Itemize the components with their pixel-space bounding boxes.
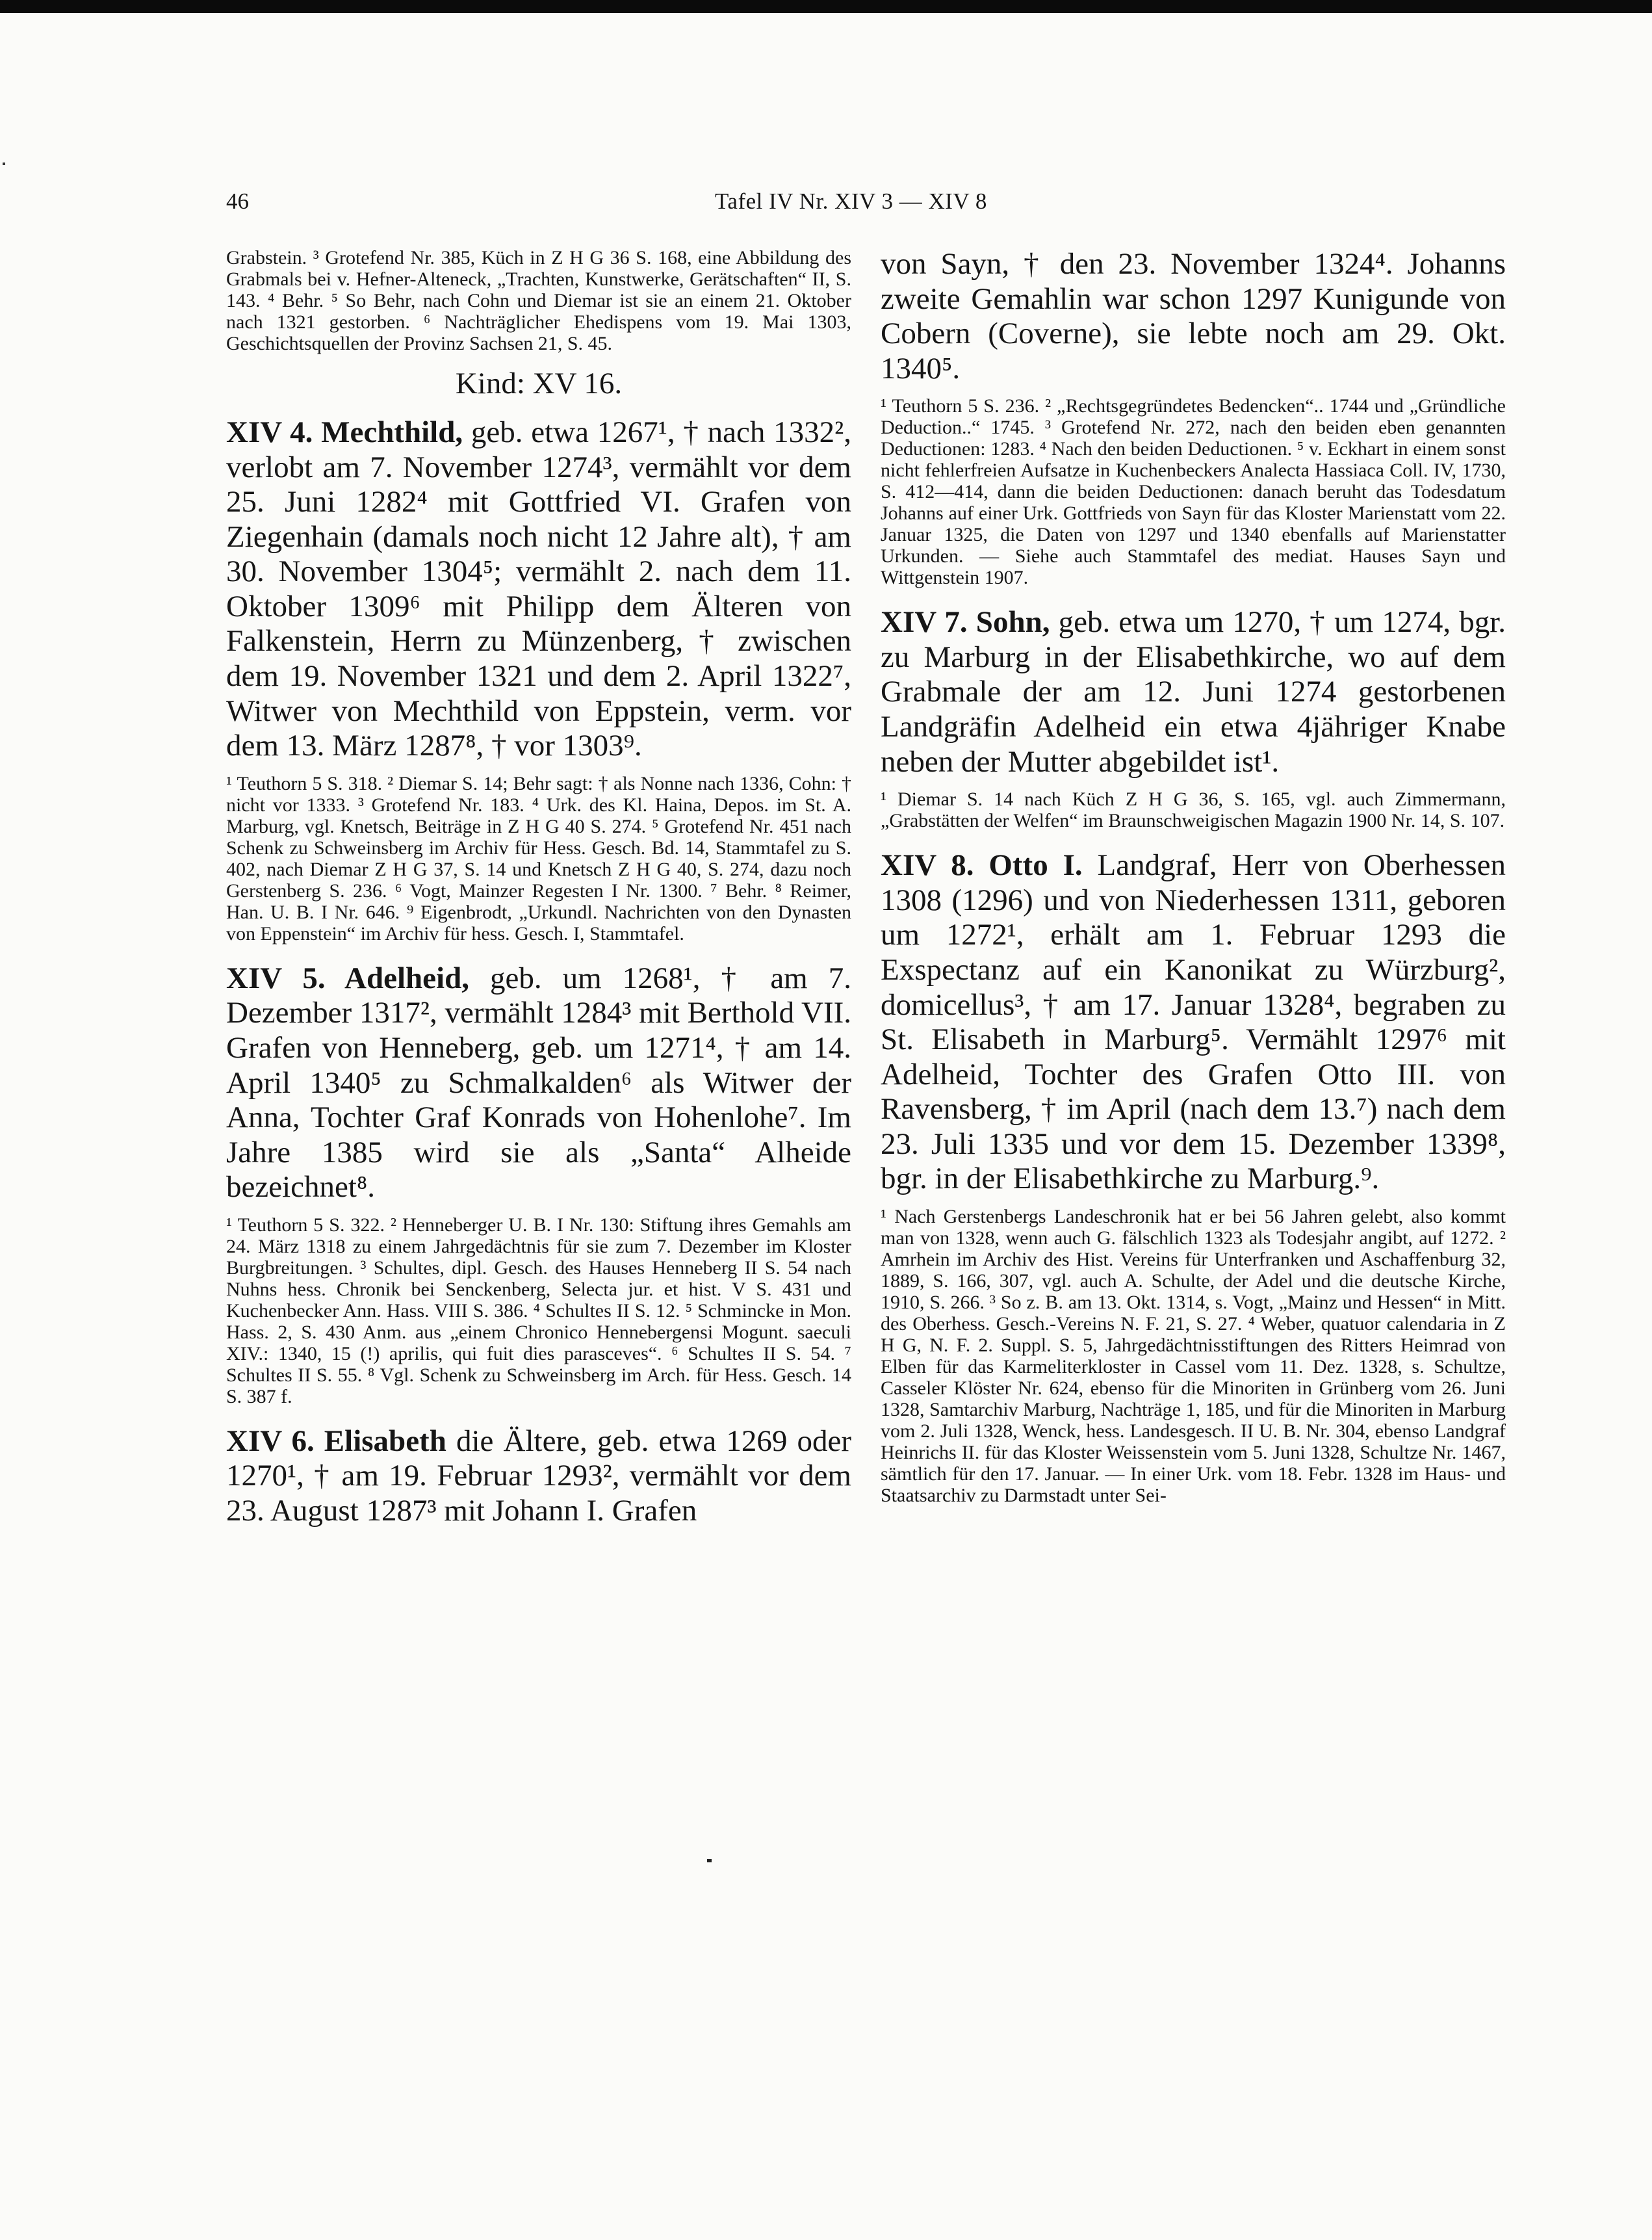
entry-xiv4-heading: XIV 4. Mechthild, [226,415,463,449]
children-reference: Kind: XV 16. [455,367,623,400]
footnotes-xiv5: ¹ Teuthorn 5 S. 322. ² Henneberger U. B. I Nr. 130: Stiftung ihres Gemahls am 24. März 1318 zu einem Jahrgedächtnis für sie zum 7. Dezember im Kloster Burgbreitungen. ³ Schultes, dipl. Gesch. des Hauses Henneberg II S. 54 nach Nuhns hess. Chronik bei Senckenberg, Selecta jur. et hist. V S. 431 und Kuchenbecker Ann. Hass. VIII S. 386. ⁴ Schultes II S. 12. ⁵ Schmincke in Mon. Hass. 2, S. 430 Anm. aus „einem Chronico Hennebergensi Mogunt. saeculi XIV.: 1340, 15 (!) aprilis, qui fuit dies parasceves“. ⁶ Schultes II S. 54. ⁷ Schultes II S. 55. ⁸ Vgl. Schenk zu Schweinsberg im Arch. für Hess. Gesch. 14 S. 387 f. [226,1214,851,1407]
footnotes-xiv4: ¹ Teuthorn 5 S. 318. ² Diemar S. 14; Behr sagt: † als Nonne nach 1336, Cohn: † nicht vor 1333. ³ Grotefend Nr. 183. ⁴ Urk. des Kl. Haina, Depos. im St. A. Marburg, vgl. Knetsch, Beiträge in Z H G 40 S. 274. ⁵ Grotefend Nr. 451 nach Schenk zu Schweinsberg im Archiv für Hess. Gesch. Bd. 14, Stammtafel zu S. 402, nach Diemar Z H G 37, S. 14 und Knetsch Z H G 40, S. 274, dazu noch Gerstenberg S. 236. ⁶ Vogt, Mainzer Regesten I Nr. 1300. ⁷ Behr. ⁸ Reimer, Han. U. B. I Nr. 646. ⁹ Eigenbrodt, „Urkundl. Nachrichten von den Dynasten von Eppenstein“ im Archiv für hess. Gesch. I, Stammtafel. [226,772,851,944]
entry-xiv6 [226,1424,851,1529]
entry-xiv7-text: geb. etwa um 1270, † um 1274, bgr. zu Marburg in der Elisabethkirche, wo auf dem Grabmale der am 12. Juni 1274 gestorbenen Landgräfin Adelheid ein etwa 4jähriger Knabe neben der Mutter abgebildet ist¹. [881,605,1506,779]
entry-xiv5-heading: XIV 5. Adelheid, [226,961,469,995]
entry-xiv8 [881,848,1506,1197]
scan-speck [3,163,5,165]
footnotes-xiv6: ¹ Teuthorn 5 S. 236. ² „Rechtsgegründetes Bedencken“.. 1744 und „Gründliche Deduction..“ 1745. ³ Grotefend Nr. 272, nach den beiden eben genannten Deductionen: 1283. ⁴ Nach den beiden Deductionen. ⁵ v. Eckhart in einem sonst nicht fehlerfreien Aufsatze in Kuchenbeckers Analecta Hassiaca Coll. IV, 1730, S. 412—414, dann die beiden Deductionen: danach beruht das Todesdatum Johanns auf einer Urk. Gottfrieds von Sayn für das Kloster Marienstatt vom 22. Januar 1325, die Daten von 1297 und 1340 ebenfalls auf Marienstatter Urkunden. — Siehe auch Stammtafel des mediat. Hauses Sayn und Wittgenstein 1907. [881,395,1506,589]
footnotes-xiv3-continued: Grabstein. ³ Grotefend Nr. 385, Küch in Z H G 36 S. 168, eine Abbildung des Grabmals bei v. Hefner-Alteneck, „Trachten, Kunstwerke, Gerätschaften“ II, S. 143. ⁴ Behr. ⁵ So Behr, nach Cohn und Diemar ist sie an einem 21. Oktober nach 1321 gestorben. ⁶ Nachträglicher Ehedispens vom 19. Mai 1303, Geschichtsquellen der Provinz Sachsen 21, S. 45. [226,247,851,354]
entry-xiv8-text: Landgraf, Herr von Oberhessen 1308 (1296) und von Niederhessen 1311, geboren um 1272¹, erhält am 1. Februar 1293 die Exspectanz auf ein Kanonikat zu Würzburg², domicellus³, † am 17. Januar 1328⁴, begraben zu St. Elisabeth in Marburg⁵. Vermählt 1297⁶ mit Adelheid, Tochter des Grafen Otto III. von Ravensberg, † im April (nach dem 13.⁷) nach dem 23. Juli 1335 und vor dem 15. Dezember 1339⁸, bgr. in der Elisabethkirche zu Marburg.⁹. [881,848,1506,1196]
entry-xiv8-heading: XIV 8. Otto I. [881,848,1083,883]
scan-top-border [0,0,1652,13]
page-number: 46 [226,189,249,214]
entry-xiv4 [226,415,851,764]
entry-xiv5-text: geb. um 1268¹, † am 7. Dezember 1317², vermählt 1284³ mit Berthold VII. Grafen von Henneberg, geb. um 1271⁴, † am 14. April 1340⁵ zu Schmalkalden⁶ als Witwer der Anna, Tochter Graf Konrads von Hohenlohe⁷. Im Jahre 1385 wird sie als „Santa“ Alheide bezeichnet⁸. [226,961,851,1205]
entry-xiv6-heading: XIV 6. Elisabeth [226,1424,446,1458]
left-column [226,247,851,1538]
right-column [881,247,1506,1518]
scan-speck [707,1859,712,1862]
footnotes-xiv8: ¹ Nach Gerstenbergs Landeschronik hat er bei 56 Jahren gelebt, also kommt man von 1328, wenn auch G. fälschlich 1323 als Todesjahr angibt, auf 1272. ² Amrhein im Archiv des Hist. Vereins für Unterfranken und Aschaffenburg 32, 1889, S. 166, 307, vgl. auch A. Schulte, der Adel und die deutsche Kirche, 1910, S. 266. ³ So z. B. am 13. Okt. 1314, s. Vogt, „Mainz und Hessen“ in Mitt. des Oberhess. Gesch.-Vereins N. F. 21, S. 27. ⁴ Weber, quatuor calendaria in Z H G, N. F. 2. Suppl. S. 5, Jahrgedächtnisstiftungen des Ritters Heimrad von Elben für das Karmeliterkloster in Cassel vom 11. Dez. 1328, s. Schultze, Casseler Klöster Nr. 624, ebenso für die Minoriten in Grünberg vom 26. Juni 1328, Samtarchiv Marburg, Nachträge 1, 185, und für die Minoriten in Marburg vom 2. Juli 1328, Wenck, hess. Landesgesch. II U. B. Nr. 304, ebenso Landgraf Heinrichs II. für das Kloster Weissenstein vom 5. Juni 1328, Schultze Nr. 1467, sämtlich für den 17. Januar. — In einer Urk. vom 18. Febr. 1328 im Haus- und Staatsarchiv zu Darmstadt unter Sei- [881,1205,1506,1506]
running-header: Tafel IV Nr. XIV 3 — XIV 8 [715,189,987,214]
entry-xiv4-text: geb. etwa 1267¹, † nach 1332², verlobt am 7. November 1274³, vermählt vor dem 25. Juni 1282⁴ mit Gottfried VI. Grafen von Ziegenhain (damals noch nicht 12 Jahre alt), † am 30. November 1304⁵; vermählt 2. nach dem 11. Oktober 1309⁶ mit Philipp dem Älteren von Falkenstein, Herrn zu Münzenberg, † zwischen dem 19. November 1321 und dem 2. April 1322⁷, Witwer von Mechthild von Eppstein, verm. vor dem 13. März 1287⁸, † vor 1303⁹. [226,415,852,763]
footnotes-xiv7: ¹ Diemar S. 14 nach Küch Z H G 36, S. 165, vgl. auch Zimmermann, „Grabstätten der Welfen“ im Braunschweigischen Magazin 1900 Nr. 14, S. 107. [881,788,1506,832]
entry-xiv5 [226,961,851,1205]
entry-xiv7-heading: XIV 7. Sohn, [881,605,1050,640]
entry-xiv7 [881,605,1506,779]
entry-xiv6-text: die Ältere, geb. etwa 1269 oder 1270¹, † am 19. Februar 1293², vermählt vor dem 23. August 1287³ mit Johann I. Grafen [226,1424,852,1528]
entry-xiv6-continued: von Sayn, † den 23. November 1324⁴. Johanns zweite Gemahlin war schon 1297 Kunigunde von Cobern (Coverne), sie lebte noch am 29. Okt. 1340⁵. [881,247,1506,385]
